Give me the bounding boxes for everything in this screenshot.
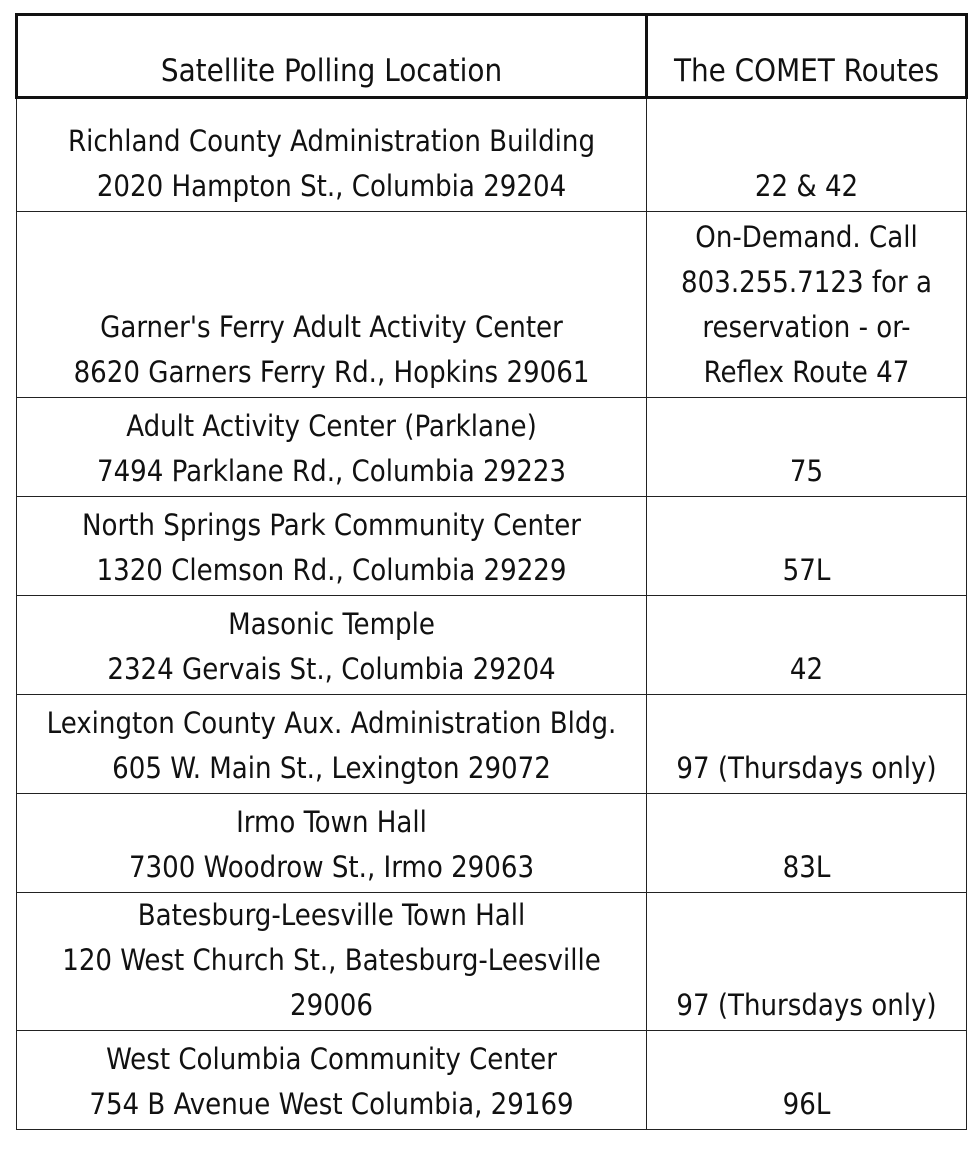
location-cell [17,212,647,398]
location-cell [17,98,647,212]
table-row [17,695,967,794]
table-row [17,497,967,596]
location-cell [17,497,647,596]
table-row [17,398,967,497]
location-cell [17,794,647,893]
location-name: Garner's Ferry Adult Activity Center [100,310,563,344]
location-name: Irmo Town Hall [236,805,427,839]
table-header [17,15,967,98]
location-address: 2020 Hampton St., Columbia 29204 [96,169,567,203]
route-value: 42 [789,652,824,686]
header-row [17,15,967,98]
route-cell [647,596,967,695]
table-row [17,794,967,893]
table-row [17,596,967,695]
location-address: 7494 Parklane Rd., Columbia 29223 [96,454,567,488]
location-cell [17,695,647,794]
table-row [17,212,967,398]
route-value: 83L [782,850,831,884]
location-address: 754 B Avenue West Columbia, 29169 [89,1087,574,1121]
location-cell [17,398,647,497]
location-address: 1320 Clemson Rd., Columbia 29229 [96,553,567,587]
table-row [17,1031,967,1130]
header-routes: The COMET Routes [647,15,967,98]
location-name: Batesburg-Leesville Town Hall [137,898,526,932]
location-address: 605 W. Main St., Lexington 29072 [112,751,551,785]
route-value: 75 [789,454,824,488]
route-cell [647,212,967,398]
location-name: Lexington County Aux. Administration Bldg. [46,706,617,740]
route-value: 97 (Thursdays only) [676,751,937,785]
polling-locations-table [15,13,968,1130]
route-value: On-Demand. Call 803.255.7123 for a reservation - or- Reflex Route 47 [681,220,932,389]
route-value: 22 & 42 [754,169,859,203]
route-value: 97 (Thursdays only) [676,988,937,1022]
route-cell [647,893,967,1031]
route-value: 96L [782,1087,831,1121]
location-address: 2324 Gervais St., Columbia 29204 [107,652,556,686]
location-cell [17,596,647,695]
route-cell [647,695,967,794]
route-cell [647,497,967,596]
location-name: Adult Activity Center (Parklane) [126,409,537,443]
table-row [17,98,967,212]
route-cell [647,398,967,497]
route-value: 57L [782,553,831,587]
table-row [17,893,967,1031]
location-address: 7300 Woodrow St., Irmo 29063 [128,850,535,884]
header-location: Satellite Polling Location [17,15,647,98]
location-name: North Springs Park Community Center [82,508,581,542]
location-name: West Columbia Community Center [106,1042,557,1076]
route-cell [647,98,967,212]
route-cell [647,1031,967,1130]
location-name: Masonic Temple [228,607,435,641]
location-cell [17,1031,647,1130]
location-address: 8620 Garners Ferry Rd., Hopkins 29061 [73,355,590,389]
location-name: Richland County Administration Building [67,124,596,158]
location-cell [17,893,647,1031]
table-body [17,98,967,1130]
location-address: 120 West Church St., Batesburg-Leesville 29006 [62,943,601,1022]
route-cell [647,794,967,893]
